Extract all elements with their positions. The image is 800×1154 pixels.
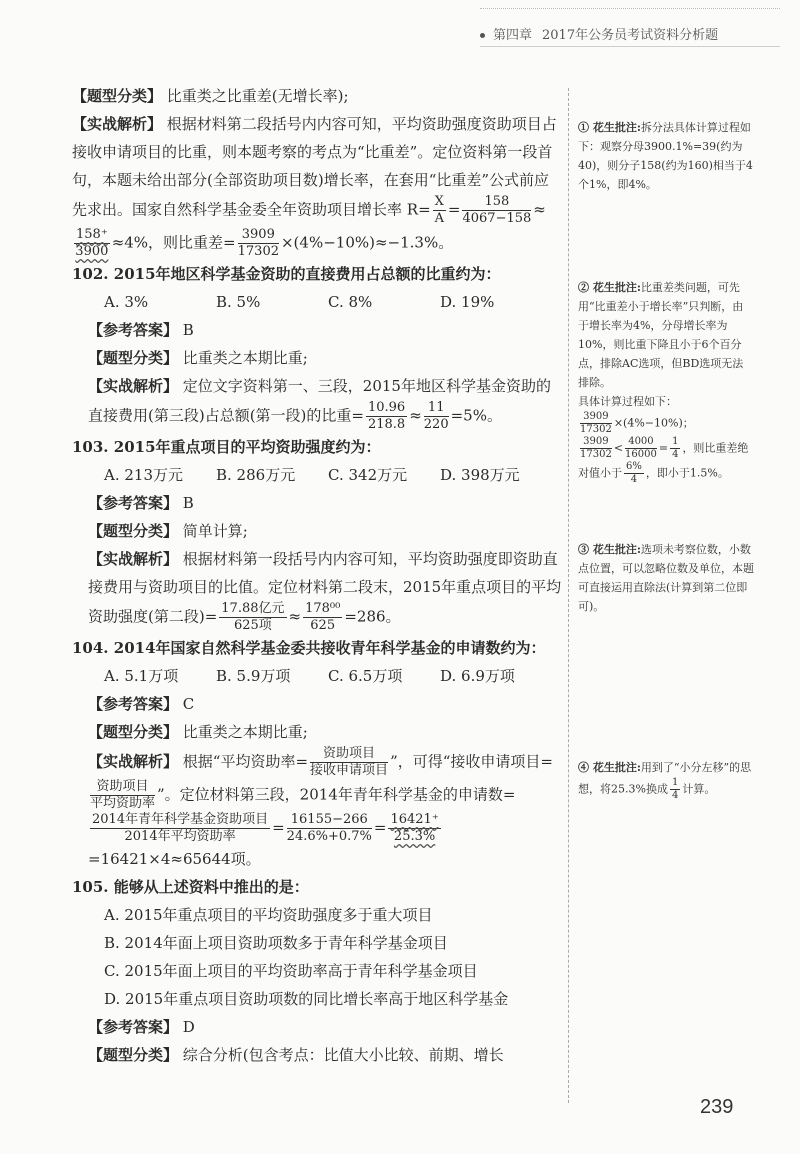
q105-type: 【题型分类】 综合分析(包含考点：比值大小比较、前期、增长 bbox=[88, 1046, 504, 1064]
q104-analysis: 【实战解析】 根据“平均资助率= $\frac{\text{资助项目}}{\text{接收申请项目}}$ ”，可得“接收申请项目= $\frac{\text{资助项目}}{\text{平均资助率}}$ ”。定位材料第三段，2014年青年科学基金的申请数= $\frac{\text{2014年青年科学基金资助项目}}{\text{2014年平均资助率}}$ = $\frac{16155-266}{24.6\%+0.7\%}$ = $\frac{16421^+}{25.3\%}$ =16421×4≈65644项。 bbox=[88, 746, 553, 868]
q102-analysis: 【实战解析】 定位文字资料第一、三段，2015年地区科学基金资助的直接费用(第三段)占总额(第一段)的比重= $\frac{10.96}{218.8}$ ≈ $\frac{11}{220}$ =5%。 bbox=[88, 377, 551, 432]
option-b: B. 286万元 bbox=[216, 466, 296, 484]
fraction: $\frac{16155-266}{24.6\%+0.7\%}$ bbox=[286, 812, 372, 844]
option-c: C. 342万元 bbox=[328, 466, 408, 484]
page-number: 239 bbox=[700, 1096, 734, 1118]
q102-answer: 【参考答案】 B bbox=[88, 321, 194, 339]
margin-note-2: ② 花生批注:比重差类问题，可先用“比重差小于增长率”只判断，由于增长率为4%，分母增长率为10%，则比重下降且小于6个百分点，排除AC选项，但BD选项无法排除。 具体计算过程如下： $\frac{3909}{17302}$ ×(4%−10%)； $\frac{3909}{17302}$ < $\frac{4000}{16000}$ = $\frac{1}{4}$ ，则比重差绝对值小于 $\frac{6\%}{4}$ ，即小于1.5%。 bbox=[578, 281, 749, 485]
fraction: $\frac{1}{4}$ bbox=[671, 777, 679, 801]
fraction: $\frac{158}{4067-158}$ bbox=[462, 194, 532, 226]
top-dotted-rule bbox=[480, 8, 780, 9]
option-c: C. 6.5万项 bbox=[328, 667, 403, 685]
option-c: C. 2015年面上项目的平均资助率高于青年科学基金项目 bbox=[104, 962, 478, 980]
margin-note-4: ④ 花生批注:用到了“小分左移”的思想，将25.3%换成 $\frac{1}{4}$ 计算。 bbox=[578, 761, 752, 801]
option-b: B. 5% bbox=[216, 293, 261, 311]
fraction: $\frac{4000}{16000}$ bbox=[625, 436, 657, 460]
margin-divider bbox=[568, 88, 569, 1103]
fraction: $\frac{\text{178⁰⁰}}{625}$ bbox=[305, 601, 341, 633]
q102-options bbox=[72, 288, 564, 316]
fraction: $\frac{\text{17.88亿元}}{\text{625项}}$ bbox=[221, 601, 285, 633]
fraction: $\frac{11}{220}$ bbox=[423, 400, 449, 432]
fraction: $\frac{3909}{17302}$ bbox=[237, 227, 279, 259]
q101-analysis: 【实战解析】 根据材料第二段括号内内容可知，平均资助强度资助项目占接收申请项目的比重，则本题考察的考点为“比重差”。定位资料第一段首句，本题未给出部分(全部资助项目数)增长率，在套用“比重差”公式前应先求出。国家自然科学基金委全年资助项目增长率 R= $\frac{X}{A}$ = $\frac{158}{4067-158}$ ≈ $\frac{158^+}{3900}$ ≈4%，则比重差= $\frac{3909}{17302}$ ×(4%−10%)≈−1.3%。 bbox=[72, 115, 557, 259]
fraction: $\frac{10.96}{218.8}$ bbox=[367, 400, 406, 432]
q105-stem: 105. 能够从上述资料中推出的是： bbox=[72, 878, 309, 896]
fraction: $\frac{\text{资助项目}}{\text{接收申请项目}}$ bbox=[310, 746, 389, 778]
q103-options bbox=[72, 461, 564, 489]
fraction: $\frac{3909}{17302}$ bbox=[580, 411, 612, 435]
option-c: C. 8% bbox=[328, 293, 373, 311]
header-chapter: 第四章 bbox=[493, 28, 533, 43]
q103-analysis: 【实战解析】 根据材料第一段括号内内容可知，平均资助强度即资助直接费用与资助项目的比值。定位材料第二段末，2015年重点项目的平均资助强度(第二段)= $\frac{\text{17.88亿元}}{\text{625项}}$ ≈ $\frac{\text{178⁰⁰}}{625}$ =286。 bbox=[88, 550, 562, 633]
fraction: $\frac{16421^+}{25.3\%}$ bbox=[390, 812, 439, 844]
q102-type: 【题型分类】 比重类之本期比重; bbox=[88, 349, 308, 367]
option-a: A. 213万元 bbox=[104, 466, 183, 484]
q105-answer: 【参考答案】 D bbox=[88, 1018, 195, 1036]
fraction: $\frac{1}{4}$ bbox=[672, 436, 679, 460]
option-d: D. 19% bbox=[440, 293, 495, 311]
option-b: B. 2014年面上项目资助项数多于青年科学基金项目 bbox=[104, 934, 448, 952]
running-header bbox=[480, 24, 780, 47]
fraction: $\frac{\text{资助项目}}{\text{平均资助率}}$ bbox=[90, 779, 156, 811]
fraction: $\frac{3909}{17302}$ bbox=[580, 436, 612, 460]
q104-answer: 【参考答案】 C bbox=[88, 695, 195, 713]
fraction: $\frac{6\%}{4}$ bbox=[626, 461, 642, 485]
option-b: B. 5.9万项 bbox=[216, 667, 291, 685]
option-a: A. 2015年重点项目的平均资助强度多于重大项目 bbox=[104, 906, 433, 924]
q103-type: 【题型分类】 简单计算; bbox=[88, 522, 248, 540]
header-title: 2017年公务员考试资料分析题 bbox=[542, 28, 719, 43]
option-a: A. 5.1万项 bbox=[104, 667, 179, 685]
q105-options bbox=[72, 901, 564, 1013]
main-column bbox=[72, 82, 564, 1069]
margin-note-3: ③ 花生批注:选项未考察位数，小数点位置，可以忽略位数及单位，本题可直接运用直除法(计算到第二位即可)。 bbox=[578, 543, 754, 613]
q104-options bbox=[72, 662, 564, 690]
fraction: $\frac{\text{2014年青年科学基金资助项目}}{\text{2014年平均资助率}}$ bbox=[92, 812, 269, 844]
margin-note-1: ① 花生批注:拆分法具体计算过程如下：观察分母3900.1%=39(约为40)，则分子158(约为160)相当于4个1%，即4%。 bbox=[578, 121, 753, 191]
option-a: A. 3% bbox=[104, 293, 149, 311]
q104-type: 【题型分类】 比重类之本期比重; bbox=[88, 723, 308, 741]
fraction: $\frac{158^+}{3900}$ bbox=[75, 227, 109, 259]
q103-stem: 103. 2015年重点项目的平均资助强度约为： bbox=[72, 438, 381, 456]
q101-type: 【题型分类】 比重类之比重差(无增长率); bbox=[72, 87, 349, 105]
q102-stem: 102. 2015年地区科学基金资助的直接费用占总额的比重约为： bbox=[72, 265, 501, 283]
q104-stem: 104. 2014年国家自然科学基金委共接收青年科学基金的申请数约为： bbox=[72, 639, 546, 657]
option-d: D. 2015年重点项目资助项数的同比增长率高于地区科学基金 bbox=[104, 990, 509, 1008]
bullet-icon bbox=[480, 33, 485, 38]
q103-answer: 【参考答案】 B bbox=[88, 494, 194, 512]
option-d: D. 6.9万项 bbox=[440, 667, 515, 685]
option-d: D. 398万元 bbox=[440, 466, 520, 484]
fraction: $\frac{X}{A}$ bbox=[434, 194, 444, 226]
